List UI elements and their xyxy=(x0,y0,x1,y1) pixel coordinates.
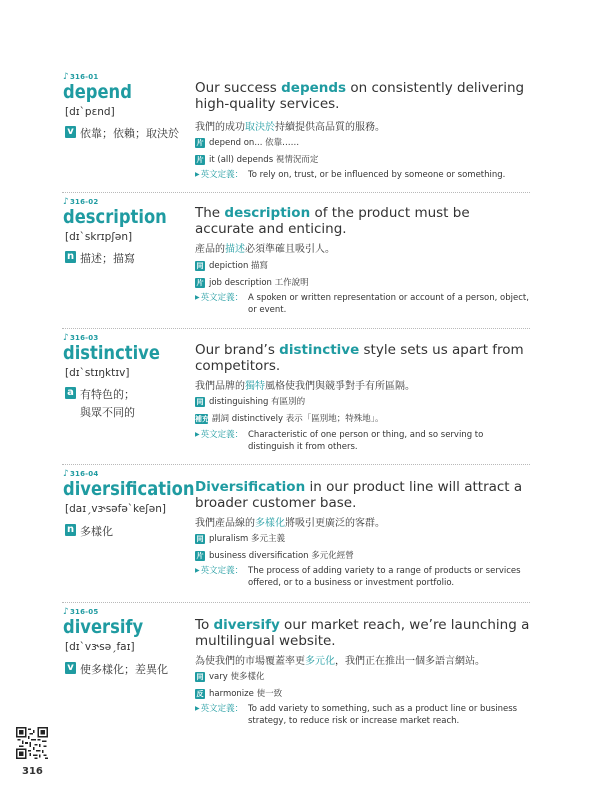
phonetic: [dɪˋvɝsəˏfaɪ] xyxy=(65,641,135,653)
pos-tag: a xyxy=(65,387,76,399)
english-definition: ▶英文定義： The process of adding variety to a range of products or services offered, or to a business or investment portfolio. xyxy=(195,566,521,588)
english-definition: ▶英文定義： To add variety to something, such as a product line or business strategy, to reduce risk or increase market reach. xyxy=(195,704,518,726)
extra-note: 同 distinguishing 有區別的 xyxy=(196,397,306,407)
part-of-speech xyxy=(65,523,113,538)
example-sentence: Our success depends on consistently delivering high-quality services. xyxy=(195,80,525,112)
headword: depend xyxy=(63,81,132,103)
audio-track[interactable]: ♪316-01 xyxy=(63,72,99,82)
translation: 我們產品線的多樣化將吸引更廣泛的客群。 xyxy=(195,518,385,529)
extra-note: 片 business diversification 多元化經營 xyxy=(196,551,354,561)
example-sentence: To diversify our market reach, we’re launching a multilingual website. xyxy=(195,617,530,649)
phonetic: [daɪˏvɝsəfəˋkeʃən] xyxy=(65,503,166,515)
qr-code-icon[interactable] xyxy=(16,727,48,759)
extra-note: 片 depend on... 依靠…… xyxy=(196,138,300,148)
phonetic: [dɪˋstɪŋktɪv] xyxy=(65,367,130,379)
triangle-icon: ▶ xyxy=(195,705,200,712)
divider xyxy=(62,602,530,603)
music-note-icon: ♪ xyxy=(63,197,69,207)
extra-tag: 片 xyxy=(196,552,204,560)
divider xyxy=(62,328,530,329)
pos-tag: n xyxy=(66,251,75,262)
pos-tag: v xyxy=(65,126,76,138)
extra-note: 片 it (all) depends 視情況而定 xyxy=(196,155,319,165)
music-note-icon: ♪ xyxy=(63,333,69,343)
part-of-speech xyxy=(65,386,135,401)
extra-note: 補充 副詞 distinctively 表示「區別地；特殊地」。 xyxy=(195,414,384,424)
example-sentence: Our brand’s distinctive style sets us apart from competitors. xyxy=(195,342,524,374)
pos-tag: v xyxy=(65,662,76,674)
audio-track[interactable]: ♪316-05 xyxy=(63,607,99,617)
part-of-speech xyxy=(65,125,179,140)
extra-tag: 同 xyxy=(196,398,204,406)
part-of-speech xyxy=(65,661,168,676)
extra-note: 片 job description 工作說明 xyxy=(196,278,309,288)
audio-track[interactable]: ♪316-03 xyxy=(63,333,99,343)
audio-track[interactable]: ♪316-02 xyxy=(63,197,99,207)
extra-tag: 反 xyxy=(196,690,204,698)
translation: 我們的成功取決於持續提供高品質的服務。 xyxy=(195,122,385,133)
example-sentence: The description of the product must be accurate and enticing. xyxy=(195,205,470,237)
headword: diversify xyxy=(63,616,144,638)
translation: 我們品牌的獨特風格使我們與競爭對手有所區隔。 xyxy=(195,381,415,392)
translation: 為使我們的市場覆蓋率更多元化，我們正在推出一個多語言網站。 xyxy=(195,656,485,667)
meaning: 有特色的； xyxy=(80,388,135,401)
extra-note: 同 pluralism 多元主義 xyxy=(196,534,285,544)
music-note-icon: ♪ xyxy=(63,469,69,479)
music-note-icon: ♪ xyxy=(63,607,69,617)
meaning: 依靠；依賴；取決於 xyxy=(80,127,179,140)
meaning: 使多樣化；差異化 xyxy=(80,663,168,676)
meaning: 多樣化 xyxy=(80,525,113,538)
extra-tag: 同 xyxy=(196,535,204,543)
headword: diversification xyxy=(63,478,195,500)
extra-tag: 同 xyxy=(196,673,204,681)
pos-tag: n xyxy=(66,524,75,535)
triangle-icon: ▶ xyxy=(195,431,200,438)
meaning: 描述；描寫 xyxy=(80,252,135,265)
english-definition: ▶英文定義： Characteristic of one person or thing, and so serving to distinguish it from others. xyxy=(195,430,484,452)
divider xyxy=(62,192,530,193)
triangle-icon: ▶ xyxy=(195,171,200,178)
english-definition: ▶英文定義： A spoken or written representation or account of a person, object, or event. xyxy=(195,293,529,315)
triangle-icon: ▶ xyxy=(195,567,200,574)
headword: distinctive xyxy=(63,342,160,364)
part-of-speech xyxy=(65,250,135,265)
headword: description xyxy=(63,206,167,228)
translation: 產品的描述必須準確且吸引人。 xyxy=(195,244,335,255)
audio-track[interactable]: ♪316-04 xyxy=(63,469,99,479)
example-sentence: Diversification in our product line will attract a broader customer base. xyxy=(195,479,523,511)
extra-tag: 片 xyxy=(196,279,204,287)
extra-tag: 補充 xyxy=(195,415,209,423)
phonetic: [dɪˋskrɪpʃən] xyxy=(65,231,133,243)
extra-note: 反 harmonize 使一致 xyxy=(196,689,283,699)
page-number: 316 xyxy=(22,766,43,777)
extra-tag: 片 xyxy=(196,156,204,164)
triangle-icon: ▶ xyxy=(195,294,200,301)
extra-tag: 片 xyxy=(196,139,204,147)
extra-tag: 同 xyxy=(196,262,204,270)
divider xyxy=(62,464,530,465)
extra-note: 同 vary 使多樣化 xyxy=(196,672,265,682)
english-definition: ▶英文定義： To rely on, trust, or be influenced by someone or something. xyxy=(195,170,506,180)
extra-note: 同 depiction 描寫 xyxy=(196,261,269,271)
music-note-icon: ♪ xyxy=(63,72,69,82)
phonetic: [dɪˋpɛnd] xyxy=(65,106,115,118)
